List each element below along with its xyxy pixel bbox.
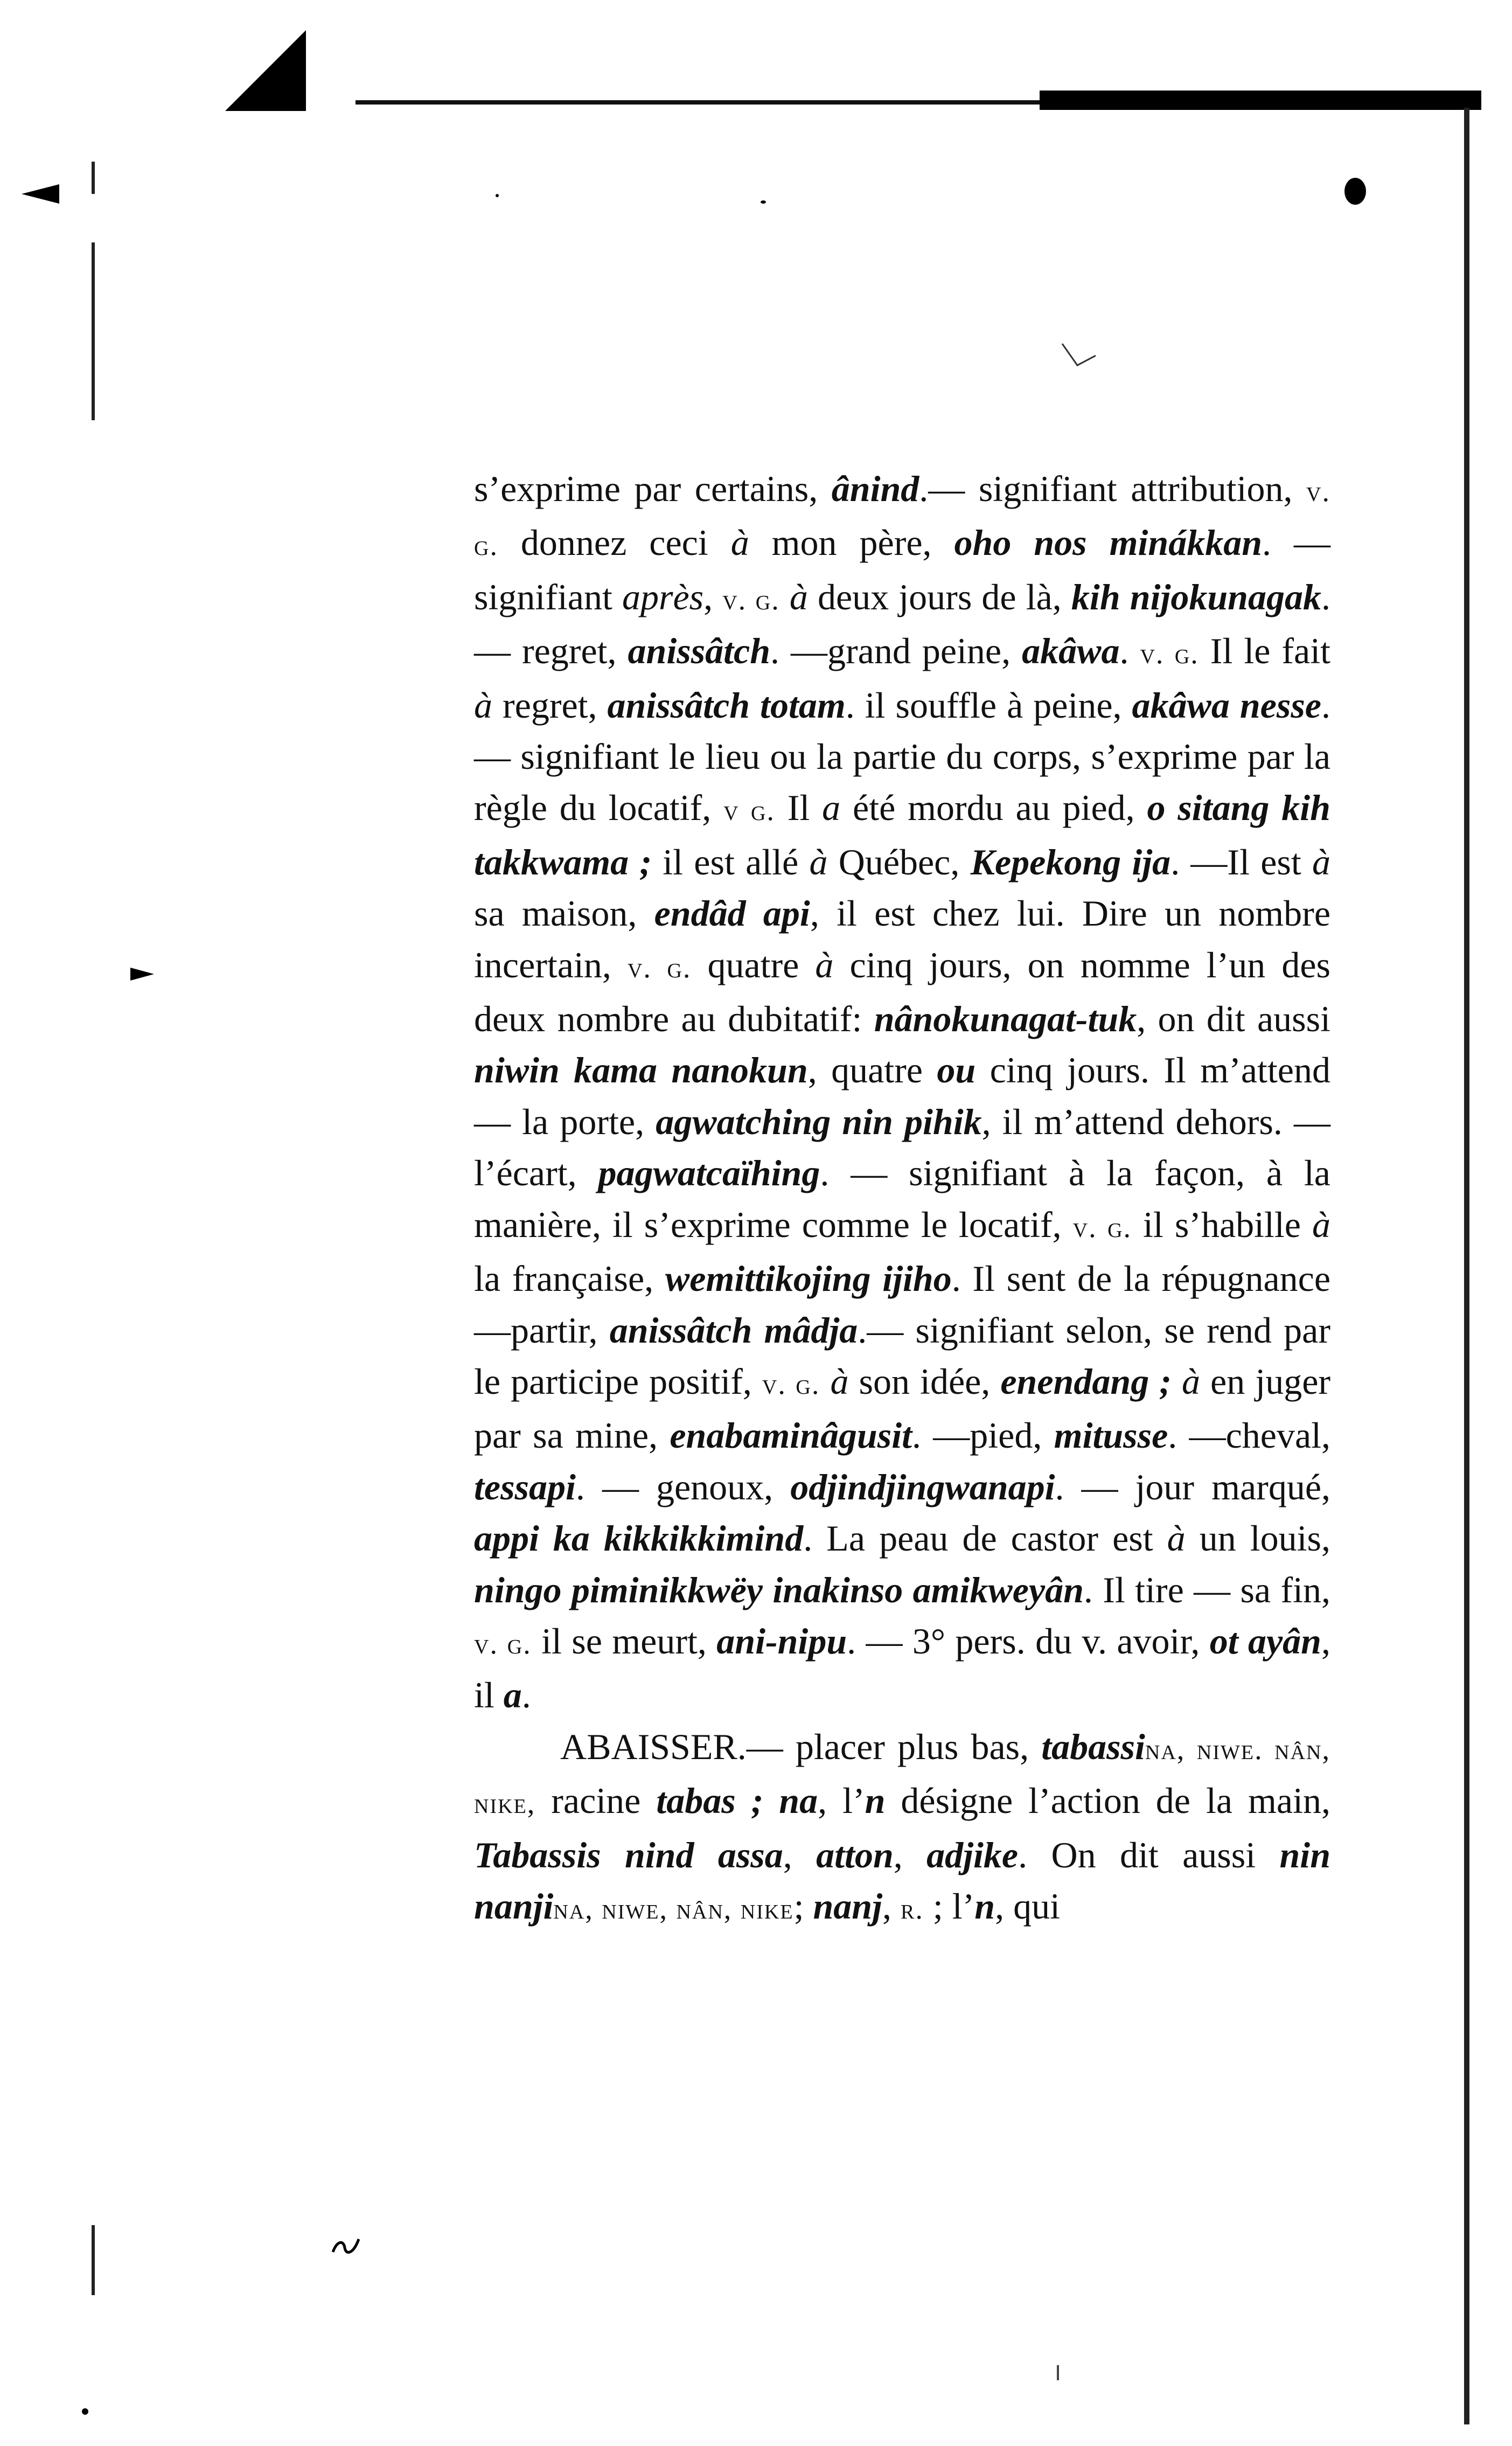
native-term: nin nanji	[474, 1834, 1331, 1927]
native-term: enabaminâgusit	[670, 1415, 912, 1456]
ink-tick	[1057, 2365, 1059, 2380]
text-run: ABAISSER	[560, 1726, 737, 1767]
small-caps-text: v. g.	[722, 583, 780, 616]
native-term: Kepekong ija	[970, 841, 1171, 882]
small-caps-text: v. g.	[1072, 1211, 1132, 1243]
ink-speck	[761, 200, 766, 204]
italic-word: à	[809, 841, 828, 882]
left-margin-line	[92, 242, 95, 420]
text-run: sa maison,	[474, 893, 654, 934]
native-term: wemittikojing ijiho	[665, 1258, 952, 1300]
italic-word: à	[1312, 1204, 1330, 1245]
text-run: , il	[474, 1620, 1331, 1716]
italic-word: à	[789, 576, 808, 617]
native-term: mitusse	[1054, 1415, 1168, 1456]
text-run: en juger par sa mine,	[474, 1360, 1331, 1456]
top-rule-thick-edge	[1040, 91, 1481, 110]
text-run: . — 3° pers. du v. avoir,	[847, 1620, 1210, 1662]
small-caps-text: na, niwe, nân, nike	[553, 1892, 794, 1925]
text-run: . — genoux,	[575, 1466, 791, 1507]
text-run: Il	[775, 787, 823, 829]
top-rule-line	[356, 100, 1040, 105]
paragraph	[474, 463, 1330, 1721]
text-run: il s’habille	[1132, 1204, 1312, 1245]
text-run: . La peau de castor est	[803, 1518, 1167, 1559]
italic-word: à	[474, 684, 492, 726]
text-run: , il est chez lui. Dire un nombre incertain,	[474, 893, 1330, 985]
native-term: adjike	[926, 1834, 1019, 1875]
small-caps-text: v. g.	[474, 475, 1330, 562]
native-term: nânokunagat-tuk	[874, 998, 1137, 1040]
text-run: ,	[703, 576, 723, 617]
ink-blot	[1344, 178, 1366, 205]
text-run: regret,	[492, 684, 608, 726]
italic-word: à	[730, 522, 749, 564]
italic-word: à	[1167, 1518, 1186, 1559]
native-term: atton	[816, 1834, 894, 1875]
small-caps-text: r.	[901, 1892, 924, 1925]
native-term: oho nos minákkan	[954, 522, 1263, 564]
left-margin-line	[92, 2225, 95, 2295]
italic-word: à	[815, 944, 834, 985]
native-term: odjindjingwanapi	[790, 1466, 1055, 1507]
text-run: , il m’attend dehors. — l’écart,	[474, 1101, 1330, 1194]
native-term: anissâtch mâdja	[609, 1309, 858, 1351]
italic-word: après	[622, 576, 704, 617]
text-run: la française,	[474, 1258, 665, 1300]
text-run: ; l’	[923, 1885, 975, 1927]
paragraph-entry-abaisser	[474, 1721, 1330, 1935]
text-run: . il souffle à peine,	[845, 684, 1132, 726]
small-caps-text: v. g.	[627, 951, 692, 984]
native-term: tabas ; na	[656, 1780, 818, 1822]
native-term: o sitang kih takkwama ;	[474, 787, 1330, 882]
text-run: été mordu au pied,	[840, 787, 1147, 829]
text-run: , qui	[995, 1885, 1061, 1927]
text-run: . —grand peine,	[770, 630, 1022, 672]
native-term: akâwa nesse	[1132, 684, 1321, 726]
text-run: ,	[893, 1834, 927, 1875]
text-run: , quatre	[807, 1050, 937, 1091]
text-run: , on dit aussi	[1137, 998, 1330, 1040]
text-run: donnez ceci	[498, 522, 731, 564]
text-run: . —signifiant	[474, 522, 1330, 617]
text-run: il est allé	[652, 841, 810, 882]
text-run: son idée,	[848, 1360, 1001, 1402]
left-margin-line	[92, 162, 95, 194]
native-term: ânind	[831, 468, 919, 509]
native-term: anissâtch totam	[607, 684, 846, 726]
italic-word: à	[830, 1360, 849, 1402]
text-run: , l’	[818, 1780, 865, 1822]
ink-speck	[82, 2408, 88, 2415]
text-run	[1172, 1361, 1182, 1402]
ink-speck	[496, 194, 499, 197]
text-run: . Il sent de la répugnance—partir,	[474, 1258, 1331, 1351]
text-run: Il le fait	[1199, 630, 1330, 672]
text-run: il se meurt,	[531, 1620, 717, 1662]
check-mark-icon	[1060, 339, 1098, 372]
native-term: endâd api	[654, 893, 810, 934]
text-run: cinq jours, on nomme l’un des deux nombre au dubitatif:	[474, 944, 1331, 1040]
text-run: .— signifiant le lieu ou la partie du corps, s’exprime par la règle du locatif,	[474, 684, 1330, 829]
text-run: .— signifiant attribution,	[919, 468, 1307, 509]
text-run: Québec,	[827, 841, 971, 882]
native-term: appi ka kikkikkimind	[474, 1518, 804, 1559]
native-term: Tabassis nind assa	[474, 1834, 783, 1875]
native-term: agwatching nin pihik	[656, 1101, 982, 1142]
text-run: ,	[783, 1834, 817, 1875]
native-term: ningo piminikkwëy inakinso amikweyân	[474, 1569, 1084, 1610]
text-run: cinq jours. Il m’attend — la porte,	[474, 1050, 1330, 1142]
text-run: mon père,	[749, 522, 954, 564]
native-term: n	[974, 1885, 995, 1927]
text-run: racine	[535, 1780, 657, 1822]
italic-word: à	[1181, 1360, 1200, 1402]
native-term: tabassi	[1041, 1726, 1145, 1767]
text-run: . — regret,	[474, 576, 1330, 672]
native-term: nanj	[813, 1885, 882, 1927]
native-term: anissâtch	[628, 630, 771, 672]
right-page-edge	[1464, 108, 1469, 2424]
text-run	[820, 1361, 830, 1402]
text-run: . Il tire — sa fin,	[1083, 1569, 1330, 1610]
native-term: niwin kama nanokun	[474, 1050, 808, 1091]
italic-word: a	[822, 787, 841, 829]
squiggle-mark	[330, 2236, 362, 2257]
text-run: ,	[882, 1885, 901, 1927]
small-caps-text: v. g.	[1140, 637, 1199, 670]
text-run: .— placer plus bas,	[737, 1726, 1042, 1767]
native-term: ot ayân	[1209, 1620, 1322, 1662]
text-run: .	[1119, 630, 1140, 672]
text-run: . On dit aussi	[1018, 1834, 1280, 1875]
native-term: kih nijokunagak	[1071, 576, 1321, 617]
margin-pointer-mark	[130, 968, 154, 981]
text-run: un louis,	[1185, 1518, 1330, 1559]
left-arrow-mark	[22, 184, 59, 204]
text-run: .— signifiant selon, se rend par le participe positif,	[474, 1309, 1330, 1402]
text-run: . —cheval,	[1168, 1415, 1331, 1456]
text-run: deux jours de là,	[807, 576, 1071, 617]
native-term: pagwatcaïhing	[598, 1152, 820, 1194]
corner-triangle-mark	[225, 30, 306, 111]
text-run	[780, 576, 790, 617]
text-run: ;	[793, 1885, 813, 1927]
native-term: enendang ;	[1000, 1360, 1172, 1402]
text-run: .	[521, 1674, 531, 1716]
text-run: s’exprime par certains,	[474, 468, 832, 509]
native-term: akâwa	[1022, 630, 1120, 672]
text-run: quatre	[691, 944, 816, 985]
text-run: . —pied,	[912, 1415, 1054, 1456]
small-caps-text: v g.	[723, 794, 775, 827]
text-run: désigne l’action de la main,	[885, 1780, 1330, 1822]
text-run: . —Il est	[1170, 841, 1312, 882]
native-term: ou	[937, 1050, 976, 1091]
text-block	[474, 463, 1330, 1935]
small-caps-text: na, niwe. nân, nike,	[474, 1733, 1330, 1820]
text-run: . — signifiant à la façon, à la manière, il s’exprime comme le locatif,	[474, 1152, 1330, 1245]
small-caps-text: v. g.	[762, 1367, 820, 1400]
native-term: ani-nipu	[716, 1620, 847, 1662]
native-term: tessapi	[474, 1466, 576, 1507]
small-caps-text: v. g.	[474, 1627, 532, 1660]
native-term: a	[503, 1674, 522, 1716]
native-term: n	[865, 1780, 886, 1822]
text-run: . — jour marqué,	[1055, 1466, 1330, 1507]
italic-word: à	[1312, 841, 1330, 882]
